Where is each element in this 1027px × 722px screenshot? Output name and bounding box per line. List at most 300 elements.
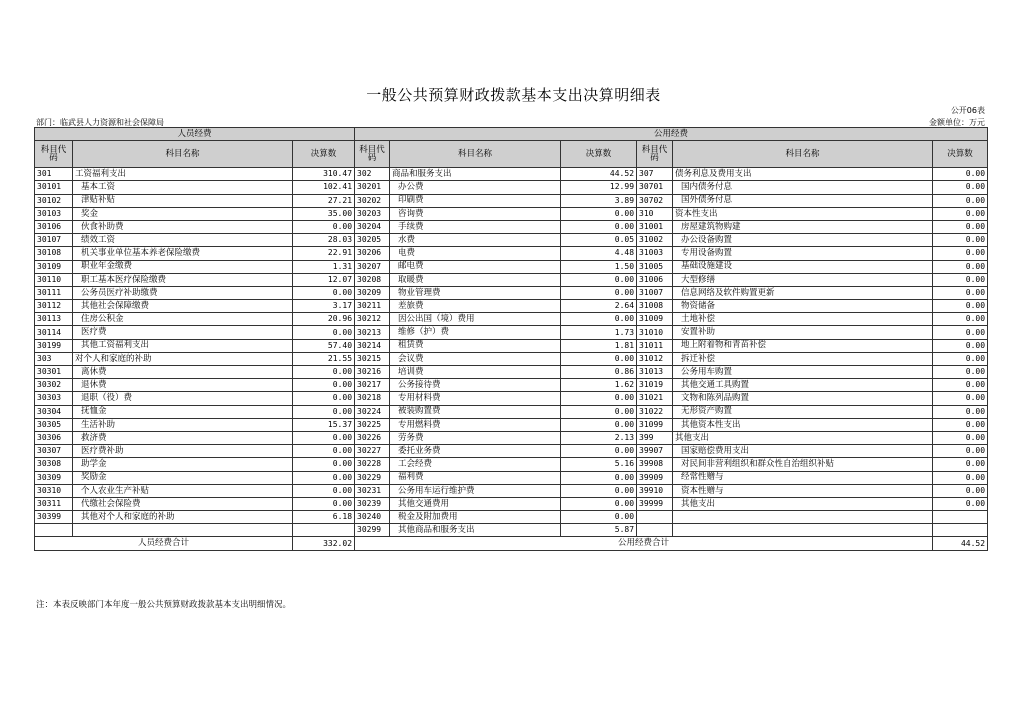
goods-amount-cell: 2.64	[561, 300, 637, 313]
personnel-amount-cell: 0.00	[293, 484, 355, 497]
goods-name-cell: 取暖费	[390, 273, 561, 286]
personnel-amount-cell: 20.96	[293, 313, 355, 326]
capital-amount-cell: 0.00	[933, 484, 988, 497]
capital-amount-cell: 0.00	[933, 379, 988, 392]
table-row	[35, 445, 988, 458]
goods-amount-cell: 0.05	[561, 234, 637, 247]
goods-amount-cell: 0.00	[561, 273, 637, 286]
goods-name-cell: 水费	[390, 234, 561, 247]
goods-name-cell: 培训费	[390, 366, 561, 379]
personnel-name-cell: 代缴社会保险费	[73, 497, 293, 510]
goods-amount-cell: 0.86	[561, 366, 637, 379]
capital-amount-cell: 0.00	[933, 207, 988, 220]
table-row	[35, 471, 988, 484]
goods-name-cell: 其他商品和服务支出	[390, 524, 561, 537]
goods-code-cell: 30203	[355, 207, 390, 220]
goods-code-cell: 30208	[355, 273, 390, 286]
goods-name-cell: 印刷费	[390, 194, 561, 207]
goods-code-cell: 30231	[355, 484, 390, 497]
col-amount: 决算数	[293, 141, 355, 168]
goods-amount-cell: 0.00	[561, 497, 637, 510]
personnel-name-cell: 机关事业单位基本养老保险缴费	[73, 247, 293, 260]
goods-code-cell: 30215	[355, 352, 390, 365]
capital-name-cell: 国家赔偿费用支出	[673, 445, 933, 458]
goods-code-cell: 30299	[355, 524, 390, 537]
personnel-code-cell: 30311	[35, 497, 73, 510]
capital-code-cell: 39907	[637, 445, 673, 458]
goods-name-cell: 劳务费	[390, 431, 561, 444]
personnel-amount-cell: 0.00	[293, 445, 355, 458]
personnel-amount-cell: 0.00	[293, 392, 355, 405]
capital-amount-cell: 0.00	[933, 366, 988, 379]
goods-name-cell: 咨询费	[390, 207, 561, 220]
goods-name-cell: 工会经费	[390, 458, 561, 471]
goods-amount-cell: 0.00	[561, 484, 637, 497]
personnel-amount-cell: 0.00	[293, 286, 355, 299]
personnel-name-cell: 其他对个人和家庭的补助	[73, 511, 293, 524]
personnel-amount-cell: 0.00	[293, 366, 355, 379]
personnel-name-cell: 工资福利支出	[73, 168, 293, 181]
personnel-name-cell	[73, 524, 293, 537]
capital-name-cell: 无形资产购置	[673, 405, 933, 418]
capital-name-cell: 土地补偿	[673, 313, 933, 326]
personnel-code-cell: 30302	[35, 379, 73, 392]
goods-code-cell: 30205	[355, 234, 390, 247]
personnel-amount-cell: 0.00	[293, 497, 355, 510]
personnel-amount-cell: 0.00	[293, 405, 355, 418]
public-header: 公用经费	[355, 128, 988, 141]
goods-code-cell: 30211	[355, 300, 390, 313]
goods-code-cell: 302	[355, 168, 390, 181]
personnel-code-cell: 30108	[35, 247, 73, 260]
footnote: 注：本表反映部门本年度一般公共预算财政拨款基本支出明细情况。	[36, 600, 292, 610]
goods-amount-cell: 0.00	[561, 313, 637, 326]
goods-name-cell: 邮电费	[390, 260, 561, 273]
personnel-amount-cell: 3.17	[293, 300, 355, 313]
personnel-amount-cell: 0.00	[293, 431, 355, 444]
personnel-code-cell: 30112	[35, 300, 73, 313]
capital-code-cell: 31010	[637, 326, 673, 339]
personnel-name-cell: 其他社会保障缴费	[73, 300, 293, 313]
goods-name-cell: 其他交通费用	[390, 497, 561, 510]
goods-name-cell: 公务接待费	[390, 379, 561, 392]
goods-amount-cell: 5.87	[561, 524, 637, 537]
capital-name-cell: 经常性赠与	[673, 471, 933, 484]
goods-name-cell: 因公出国（境）费用	[390, 313, 561, 326]
goods-name-cell: 会议费	[390, 352, 561, 365]
personnel-name-cell: 医疗费补助	[73, 445, 293, 458]
personnel-amount-cell: 15.37	[293, 418, 355, 431]
goods-amount-cell: 1.50	[561, 260, 637, 273]
personnel-name-cell: 退休费	[73, 379, 293, 392]
capital-code-cell: 31006	[637, 273, 673, 286]
unit-label: 金额单位：万元	[929, 118, 985, 127]
personnel-total-value: 332.02	[293, 537, 355, 550]
capital-amount-cell: 0.00	[933, 313, 988, 326]
col-code: 科目代码	[637, 141, 673, 168]
table-row	[35, 194, 988, 207]
capital-name-cell: 资本性支出	[673, 207, 933, 220]
table-row	[35, 234, 988, 247]
capital-code-cell: 310	[637, 207, 673, 220]
capital-code-cell: 31005	[637, 260, 673, 273]
personnel-amount-cell: 35.00	[293, 207, 355, 220]
capital-code-cell: 31008	[637, 300, 673, 313]
capital-name-cell: 信息网络及软件购置更新	[673, 286, 933, 299]
personnel-code-cell: 30107	[35, 234, 73, 247]
personnel-name-cell: 职工基本医疗保险缴费	[73, 273, 293, 286]
goods-amount-cell: 0.00	[561, 207, 637, 220]
goods-code-cell: 30224	[355, 405, 390, 418]
capital-code-cell	[637, 511, 673, 524]
capital-name-cell: 房屋建筑物购建	[673, 220, 933, 233]
capital-name-cell: 安置补助	[673, 326, 933, 339]
personnel-code-cell: 30310	[35, 484, 73, 497]
personnel-code-cell: 30102	[35, 194, 73, 207]
goods-code-cell: 30239	[355, 497, 390, 510]
capital-code-cell: 399	[637, 431, 673, 444]
personnel-amount-cell: 1.31	[293, 260, 355, 273]
goods-amount-cell: 0.00	[561, 511, 637, 524]
personnel-total-label: 人员经费合计	[35, 537, 293, 550]
capital-code-cell: 31012	[637, 352, 673, 365]
table-row	[35, 300, 988, 313]
table-row	[35, 405, 988, 418]
personnel-code-cell: 30106	[35, 220, 73, 233]
personnel-code-cell: 30109	[35, 260, 73, 273]
personnel-code-cell: 30110	[35, 273, 73, 286]
personnel-amount-cell: 0.00	[293, 379, 355, 392]
personnel-amount-cell: 102.41	[293, 181, 355, 194]
personnel-name-cell: 津贴补贴	[73, 194, 293, 207]
table-row	[35, 352, 988, 365]
capital-code-cell: 31001	[637, 220, 673, 233]
table-row	[35, 497, 988, 510]
capital-name-cell: 拆迁补偿	[673, 352, 933, 365]
goods-amount-cell: 0.00	[561, 405, 637, 418]
table-row	[35, 220, 988, 233]
personnel-amount-cell: 0.00	[293, 471, 355, 484]
table-row	[35, 458, 988, 471]
goods-code-cell: 30225	[355, 418, 390, 431]
goods-code-cell: 30206	[355, 247, 390, 260]
personnel-code-cell: 303	[35, 352, 73, 365]
capital-amount-cell: 0.00	[933, 418, 988, 431]
capital-name-cell: 大型修缮	[673, 273, 933, 286]
goods-name-cell: 维修（护）费	[390, 326, 561, 339]
personnel-amount-cell: 12.07	[293, 273, 355, 286]
col-code: 科目代码	[35, 141, 73, 168]
goods-amount-cell: 0.00	[561, 220, 637, 233]
capital-amount-cell: 0.00	[933, 194, 988, 207]
personnel-code-cell: 30111	[35, 286, 73, 299]
personnel-code-cell: 30199	[35, 339, 73, 352]
personnel-name-cell: 医疗费	[73, 326, 293, 339]
goods-amount-cell: 1.62	[561, 379, 637, 392]
personnel-code-cell: 30301	[35, 366, 73, 379]
personnel-name-cell: 奖金	[73, 207, 293, 220]
goods-code-cell: 30240	[355, 511, 390, 524]
table-row	[35, 339, 988, 352]
table-row	[35, 247, 988, 260]
table-row	[35, 260, 988, 273]
capital-amount-cell: 0.00	[933, 471, 988, 484]
col-amount: 决算数	[561, 141, 637, 168]
personnel-name-cell: 生活补助	[73, 418, 293, 431]
personnel-name-cell: 基本工资	[73, 181, 293, 194]
goods-name-cell: 手续费	[390, 220, 561, 233]
personnel-amount-cell	[293, 524, 355, 537]
personnel-code-cell: 30308	[35, 458, 73, 471]
personnel-name-cell: 绩效工资	[73, 234, 293, 247]
personnel-code-cell: 30103	[35, 207, 73, 220]
capital-name-cell: 物资储备	[673, 300, 933, 313]
goods-code-cell: 30227	[355, 445, 390, 458]
personnel-amount-cell: 28.03	[293, 234, 355, 247]
capital-code-cell: 31011	[637, 339, 673, 352]
goods-name-cell: 物业管理费	[390, 286, 561, 299]
capital-name-cell: 其他交通工具购置	[673, 379, 933, 392]
table-row	[35, 273, 988, 286]
personnel-amount-cell: 0.00	[293, 326, 355, 339]
capital-amount-cell: 0.00	[933, 300, 988, 313]
col-amount: 决算数	[933, 141, 988, 168]
capital-amount-cell: 0.00	[933, 234, 988, 247]
personnel-name-cell: 救济费	[73, 431, 293, 444]
personnel-name-cell: 奖励金	[73, 471, 293, 484]
table-row	[35, 379, 988, 392]
goods-amount-cell: 5.16	[561, 458, 637, 471]
capital-name-cell: 债务利息及费用支出	[673, 168, 933, 181]
goods-amount-cell: 0.00	[561, 445, 637, 458]
capital-name-cell: 其他支出	[673, 497, 933, 510]
goods-code-cell: 30217	[355, 379, 390, 392]
personnel-name-cell: 离休费	[73, 366, 293, 379]
personnel-code-cell: 30309	[35, 471, 73, 484]
table-number: 公开06表	[950, 106, 985, 115]
goods-amount-cell: 44.52	[561, 168, 637, 181]
capital-name-cell: 对民间非营利组织和群众性自治组织补贴	[673, 458, 933, 471]
personnel-code-cell: 30306	[35, 431, 73, 444]
personnel-amount-cell: 21.55	[293, 352, 355, 365]
capital-name-cell: 基础设施建设	[673, 260, 933, 273]
goods-name-cell: 差旅费	[390, 300, 561, 313]
goods-amount-cell: 3.89	[561, 194, 637, 207]
personnel-header: 人员经费	[35, 128, 355, 141]
table-row	[35, 181, 988, 194]
personnel-name-cell: 抚恤金	[73, 405, 293, 418]
capital-name-cell: 地上附着物和青苗补偿	[673, 339, 933, 352]
capital-code-cell: 39908	[637, 458, 673, 471]
capital-amount-cell: 0.00	[933, 220, 988, 233]
capital-amount-cell: 0.00	[933, 352, 988, 365]
capital-name-cell	[673, 524, 933, 537]
col-name: 科目名称	[390, 141, 561, 168]
capital-amount-cell: 0.00	[933, 392, 988, 405]
personnel-code-cell: 30305	[35, 418, 73, 431]
capital-code-cell: 31099	[637, 418, 673, 431]
capital-amount-cell: 0.00	[933, 181, 988, 194]
table-row	[35, 207, 988, 220]
capital-code-cell: 307	[637, 168, 673, 181]
department-label: 部门：临武县人力资源和社会保障局	[36, 118, 164, 127]
goods-code-cell: 30202	[355, 194, 390, 207]
personnel-name-cell: 退职（役）费	[73, 392, 293, 405]
goods-amount-cell: 0.00	[561, 352, 637, 365]
goods-name-cell: 委托业务费	[390, 445, 561, 458]
table-row	[35, 168, 988, 181]
capital-amount-cell	[933, 524, 988, 537]
goods-name-cell: 办公费	[390, 181, 561, 194]
personnel-code-cell: 301	[35, 168, 73, 181]
personnel-name-cell: 职业年金缴费	[73, 260, 293, 273]
goods-amount-cell: 0.00	[561, 418, 637, 431]
personnel-name-cell: 公务员医疗补助缴费	[73, 286, 293, 299]
capital-code-cell: 31003	[637, 247, 673, 260]
table-row	[35, 431, 988, 444]
capital-name-cell: 文物和陈列品购置	[673, 392, 933, 405]
capital-name-cell: 公务用车购置	[673, 366, 933, 379]
table-row	[35, 418, 988, 431]
capital-amount-cell: 0.00	[933, 326, 988, 339]
goods-name-cell: 电费	[390, 247, 561, 260]
public-total-value: 44.52	[933, 537, 988, 550]
personnel-code-cell: 30113	[35, 313, 73, 326]
table-row	[35, 313, 988, 326]
table-row	[35, 524, 988, 537]
personnel-name-cell: 个人农业生产补贴	[73, 484, 293, 497]
capital-name-cell: 其他资本性支出	[673, 418, 933, 431]
capital-amount-cell: 0.00	[933, 168, 988, 181]
personnel-amount-cell: 22.91	[293, 247, 355, 260]
capital-name-cell: 专用设备购置	[673, 247, 933, 260]
goods-code-cell: 30216	[355, 366, 390, 379]
personnel-name-cell: 伙食补助费	[73, 220, 293, 233]
report-title: 一般公共预算财政拨款基本支出决算明细表	[366, 86, 661, 104]
capital-amount-cell: 0.00	[933, 339, 988, 352]
personnel-code-cell: 30114	[35, 326, 73, 339]
capital-amount-cell: 0.00	[933, 497, 988, 510]
table-row	[35, 511, 988, 524]
personnel-name-cell: 其他工资福利支出	[73, 339, 293, 352]
personnel-code-cell: 30399	[35, 511, 73, 524]
goods-code-cell: 30218	[355, 392, 390, 405]
capital-amount-cell: 0.00	[933, 273, 988, 286]
goods-amount-cell: 0.00	[561, 392, 637, 405]
capital-name-cell	[673, 511, 933, 524]
table-row	[35, 366, 988, 379]
table-row	[35, 484, 988, 497]
capital-amount-cell: 0.00	[933, 458, 988, 471]
capital-code-cell: 30702	[637, 194, 673, 207]
personnel-name-cell: 对个人和家庭的补助	[73, 352, 293, 365]
col-name: 科目名称	[673, 141, 933, 168]
goods-amount-cell: 4.48	[561, 247, 637, 260]
goods-name-cell: 专用材料费	[390, 392, 561, 405]
goods-name-cell: 福利费	[390, 471, 561, 484]
goods-name-cell: 被装购置费	[390, 405, 561, 418]
capital-amount-cell: 0.00	[933, 260, 988, 273]
expenditure-table	[34, 127, 988, 551]
capital-code-cell: 31019	[637, 379, 673, 392]
capital-code-cell	[637, 524, 673, 537]
goods-amount-cell: 12.99	[561, 181, 637, 194]
goods-code-cell: 30212	[355, 313, 390, 326]
capital-name-cell: 国外债务付息	[673, 194, 933, 207]
goods-code-cell: 30209	[355, 286, 390, 299]
personnel-code-cell: 30307	[35, 445, 73, 458]
personnel-name-cell: 住房公积金	[73, 313, 293, 326]
personnel-name-cell: 助学金	[73, 458, 293, 471]
personnel-amount-cell: 6.18	[293, 511, 355, 524]
personnel-code-cell: 30304	[35, 405, 73, 418]
capital-amount-cell: 0.00	[933, 431, 988, 444]
goods-code-cell: 30214	[355, 339, 390, 352]
capital-code-cell: 31002	[637, 234, 673, 247]
personnel-amount-cell: 0.00	[293, 220, 355, 233]
capital-code-cell: 39999	[637, 497, 673, 510]
capital-amount-cell: 0.00	[933, 405, 988, 418]
goods-amount-cell: 2.13	[561, 431, 637, 444]
col-name: 科目名称	[73, 141, 293, 168]
goods-name-cell: 商品和服务支出	[390, 168, 561, 181]
table-row	[35, 286, 988, 299]
goods-amount-cell: 0.00	[561, 471, 637, 484]
personnel-code-cell	[35, 524, 73, 537]
goods-code-cell: 30213	[355, 326, 390, 339]
goods-name-cell: 专用燃料费	[390, 418, 561, 431]
capital-code-cell: 31013	[637, 366, 673, 379]
goods-code-cell: 30204	[355, 220, 390, 233]
table-row	[35, 392, 988, 405]
goods-name-cell: 租赁费	[390, 339, 561, 352]
goods-name-cell: 税金及附加费用	[390, 511, 561, 524]
col-code: 科目代码	[355, 141, 390, 168]
goods-code-cell: 30207	[355, 260, 390, 273]
personnel-amount-cell: 0.00	[293, 458, 355, 471]
goods-amount-cell: 0.00	[561, 286, 637, 299]
capital-name-cell: 其他支出	[673, 431, 933, 444]
capital-name-cell: 国内债务付息	[673, 181, 933, 194]
capital-name-cell: 办公设备购置	[673, 234, 933, 247]
capital-amount-cell: 0.00	[933, 445, 988, 458]
goods-name-cell: 公务用车运行维护费	[390, 484, 561, 497]
capital-code-cell: 30701	[637, 181, 673, 194]
capital-amount-cell: 0.00	[933, 286, 988, 299]
goods-amount-cell: 1.81	[561, 339, 637, 352]
capital-amount-cell: 0.00	[933, 247, 988, 260]
personnel-code-cell: 30101	[35, 181, 73, 194]
goods-code-cell: 30228	[355, 458, 390, 471]
goods-code-cell: 30229	[355, 471, 390, 484]
capital-code-cell: 31009	[637, 313, 673, 326]
capital-code-cell: 31022	[637, 405, 673, 418]
personnel-code-cell: 30303	[35, 392, 73, 405]
capital-code-cell: 39909	[637, 471, 673, 484]
personnel-amount-cell: 27.21	[293, 194, 355, 207]
capital-code-cell: 31021	[637, 392, 673, 405]
personnel-amount-cell: 57.40	[293, 339, 355, 352]
public-total-label: 公用经费合计	[355, 537, 933, 550]
personnel-amount-cell: 310.47	[293, 168, 355, 181]
goods-code-cell: 30201	[355, 181, 390, 194]
capital-code-cell: 39910	[637, 484, 673, 497]
capital-amount-cell	[933, 511, 988, 524]
capital-name-cell: 资本性赠与	[673, 484, 933, 497]
goods-amount-cell: 1.73	[561, 326, 637, 339]
goods-code-cell: 30226	[355, 431, 390, 444]
capital-code-cell: 31007	[637, 286, 673, 299]
